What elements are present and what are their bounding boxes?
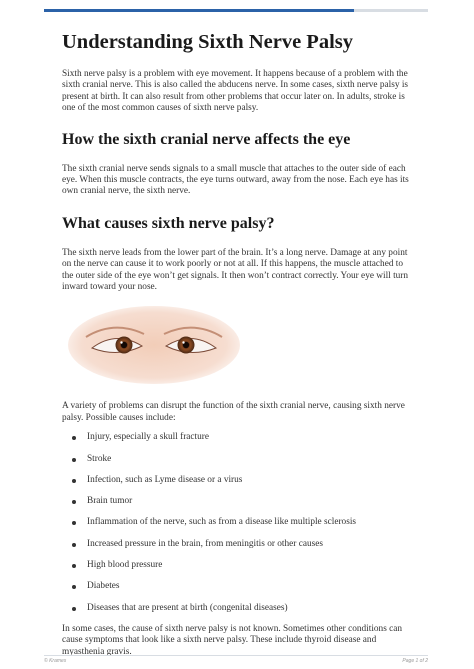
closing-paragraph: In some cases, the cause of sixth nerve palsy is not known. Sometimes other conditions can cause symptoms that look like a sixth nerve palsy. These include thyroid disease and myasthenia gravis. bbox=[62, 623, 403, 657]
list-item: Inflammation of the nerve, such as from a disease like multiple sclerosis bbox=[62, 517, 414, 528]
intro-paragraph: Sixth nerve palsy is a problem with eye movement. It happens because of a problem with the sixth cranial nerve. This is also called the abducens nerve. In some cases, sixth nerve palsy is present at birth. It can also result from other problems that occur later on. In adults, stroke is one of the most common causes of sixth nerve palsy. bbox=[62, 69, 409, 114]
bullet-icon bbox=[72, 521, 76, 525]
list-item: Stroke bbox=[62, 454, 414, 465]
header-rule bbox=[44, 9, 428, 12]
bullet-icon bbox=[72, 564, 76, 568]
causes-list bbox=[62, 432, 414, 614]
list-item: Injury, especially a skull fracture bbox=[62, 432, 414, 443]
list-item: Brain tumor bbox=[62, 496, 414, 507]
bullet-icon bbox=[72, 500, 76, 504]
list-item: Diseases that are present at birth (congenital diseases) bbox=[62, 603, 414, 614]
header-accent-bar bbox=[44, 9, 354, 12]
list-item: High blood pressure bbox=[62, 560, 414, 571]
list-item: Diabetes bbox=[62, 581, 414, 592]
eyes-illustration bbox=[68, 306, 240, 384]
causes-intro-paragraph: A variety of problems can disrupt the function of the sixth cranial nerve, causing sixth nerve palsy. Possible causes include: bbox=[62, 401, 405, 423]
section-heading-nerve-function: How the sixth cranial nerve affects the eye bbox=[62, 130, 351, 148]
bullet-icon bbox=[72, 585, 76, 589]
bullet-icon bbox=[72, 607, 76, 611]
bullet-icon bbox=[72, 479, 76, 483]
page-title: Understanding Sixth Nerve Palsy bbox=[62, 31, 354, 53]
copyright-text: © Krames bbox=[44, 658, 67, 664]
bullet-icon bbox=[72, 458, 76, 462]
list-item: Infection, such as Lyme disease or a virus bbox=[62, 475, 414, 486]
list-item: Increased pressure in the brain, from meningitis or other causes bbox=[62, 539, 414, 550]
bullet-icon bbox=[72, 543, 76, 547]
section-heading-causes: What causes sixth nerve palsy? bbox=[62, 214, 275, 232]
bullet-icon bbox=[72, 436, 76, 440]
page-footer bbox=[44, 655, 428, 664]
causes-paragraph: The sixth nerve leads from the lower part of the brain. It’s a long nerve. Damage at any point on the nerve can cause it to work poorly or not at all. If this happens, the muscle attached to the outer side of the eye won’t get signals. It then won’t contract correctly. Your eye will turn inward toward your nose. bbox=[62, 247, 409, 293]
page-number: Page 1 of 2 bbox=[402, 658, 428, 664]
document-body bbox=[62, 30, 414, 658]
nerve-function-paragraph: The sixth cranial nerve sends signals to a small muscle that attaches to the outer side of each eye. When this muscle contracts, the eye turns outward, away from the nose. Each eye has its own cranial nerve, the sixth nerve. bbox=[62, 163, 409, 197]
